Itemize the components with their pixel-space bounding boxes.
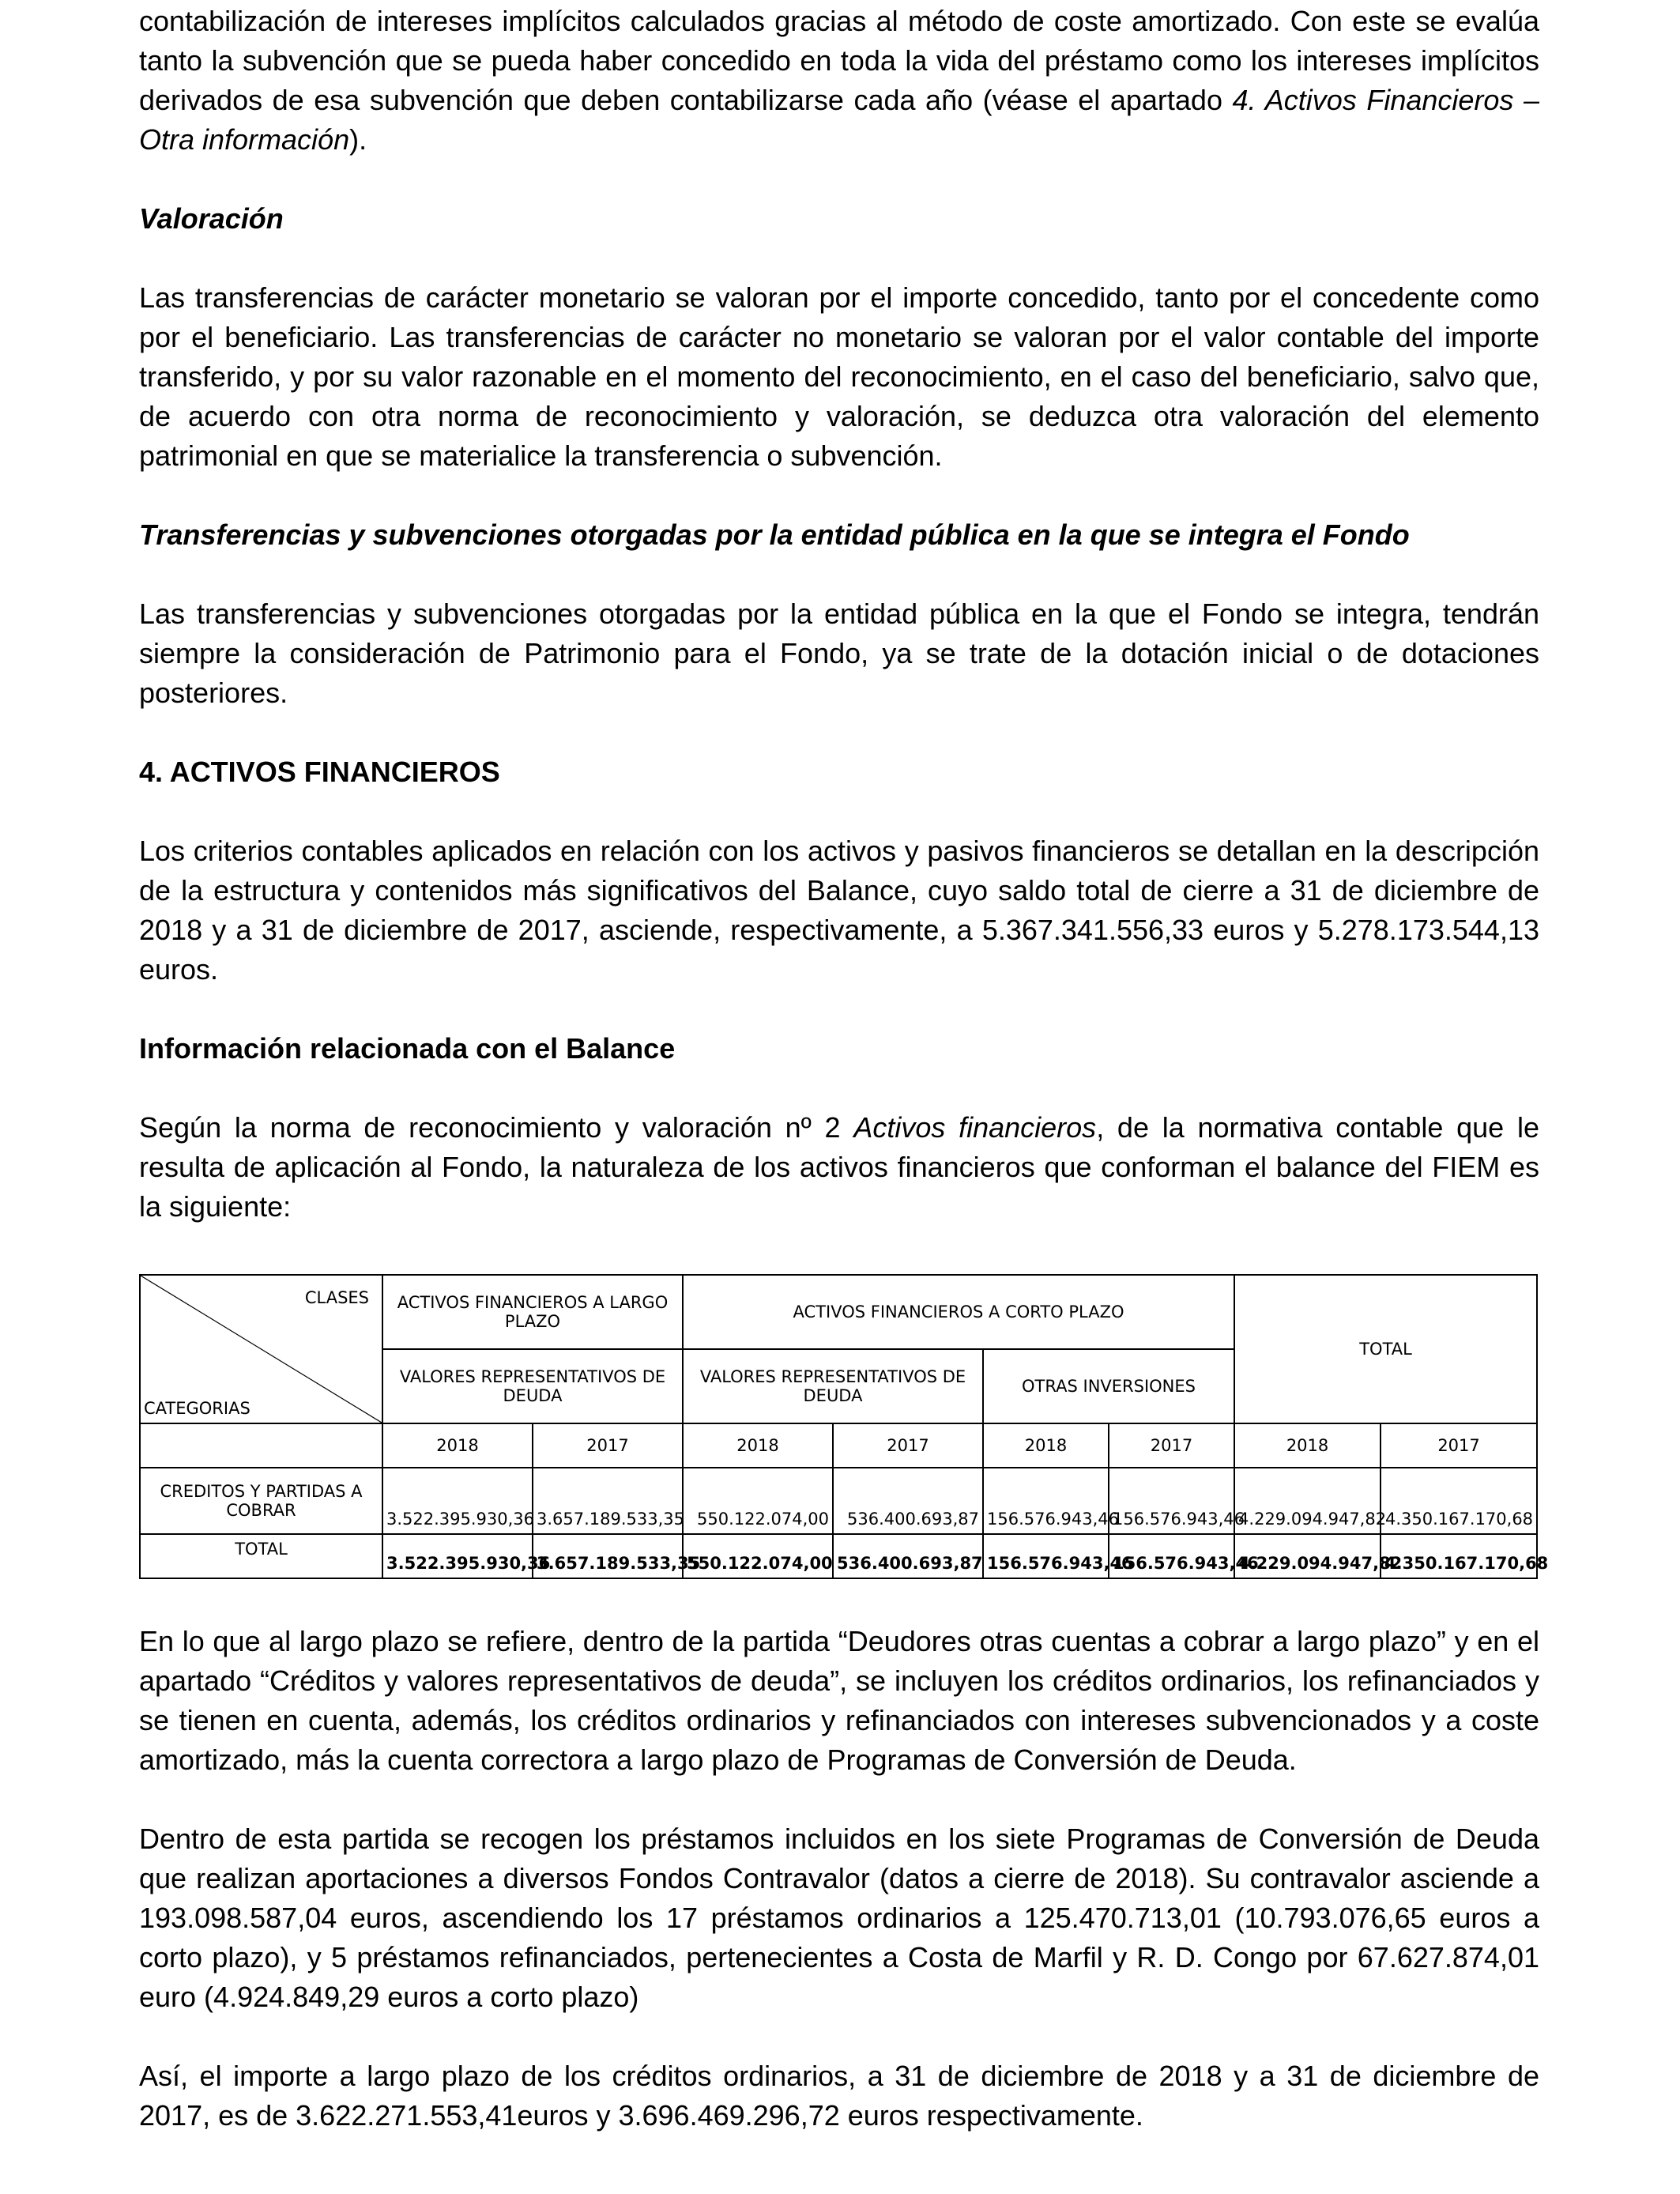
total-cell: 3.657.189.533,35: [533, 1534, 683, 1578]
header-total: TOTAL: [1234, 1275, 1537, 1423]
paragraph-conversion-deuda: Dentro de esta partida se recogen los préstamos incluidos en los siete Programas de Conversión de Deuda que realizan aportaciones a diversos Fondos Contravalor (datos a cierre de 2018). Su contravalor asciende a 193.098.587,04 euros, ascendiendo los 17 préstamos ordinarios a 125.470.713,01 (10.793.076,65 euros a corto plazo), y 5 préstamos refinanciados, pertenecientes a Costa de Marfil y R. D. Congo por 67.627.874,01 euro (4.924.849,29 euros a corto plazo): [139, 1823, 1539, 2013]
total-cell: 550.122.074,00: [683, 1534, 833, 1578]
header-categorias: CATEGORIAS: [144, 1399, 250, 1418]
heading-valoracion: Valoración: [139, 202, 284, 235]
balance-table-wrapper: [139, 1274, 1549, 1579]
header-diagonal-cell: [140, 1275, 382, 1423]
row-label-creditos: CREDITOS Y PARTIDAS A COBRAR: [140, 1468, 382, 1534]
header-valores-largo: VALORES REPRESENTATIVOS DE DEUDA: [382, 1349, 683, 1423]
value-cell: 4.229.094.947,82: [1234, 1468, 1381, 1534]
heading-activos-financieros: 4. ACTIVOS FINANCIEROS: [139, 756, 500, 788]
value-cell: 156.576.943,46: [983, 1468, 1109, 1534]
paragraph-creditos-ordinarios: Así, el importe a largo plazo de los créditos ordinarios, a 31 de diciembre de 2018 y a 31 de diciembre de 2017, es de 3.622.271.553,41euros y 3.696.469.296,72 euros respectivamente.: [139, 2060, 1539, 2132]
paragraph-criterios: Los criterios contables aplicados en relación con los activos y pasivos financieros se detallan en la descripción de la estructura y contenidos más significativos del Balance, cuyo saldo total de cierre a 31 de diciembre de 2018 y a 31 de diciembre de 2017, asciende, respectivamente, a 5.367.341.556,33 euros y 5.278.173.544,13 euros.: [139, 835, 1539, 986]
total-cell: 156.576.943,46: [1109, 1534, 1234, 1578]
year-row: [140, 1423, 1537, 1468]
paragraph-largo-plazo: En lo que al largo plazo se refiere, dentro de la partida “Deudores otras cuentas a cobrar a largo plazo” y en el apartado “Créditos y valores representativos de deuda”, se incluyen los créditos ordinarios, los refinanciados y se tienen en cuenta, además, los créditos ordinarios y refinanciados con intereses subvencionados y a coste amortizado, más la cuenta correctora a largo plazo de Programas de Conversión de Deuda.: [139, 1625, 1539, 1776]
header-largo-plazo: ACTIVOS FINANCIEROS A LARGO PLAZO: [382, 1275, 683, 1349]
value-cell: 536.400.693,87: [833, 1468, 983, 1534]
total-cell: 3.522.395.930,36: [382, 1534, 533, 1578]
paragraph-transferencias: Las transferencias y subvenciones otorgadas por la entidad pública en la que el Fondo se integra, tendrán siempre la consideración de Patrimonio para el Fondo, ya se trate de la dotación inicial o de dotaciones posteriores.: [139, 598, 1539, 709]
value-cell: 3.657.189.533,35: [533, 1468, 683, 1534]
row-label-total: TOTAL: [140, 1534, 382, 1578]
heading-balance: Información relacionada con el Balance: [139, 1032, 676, 1065]
header-corto-plazo: ACTIVOS FINANCIEROS A CORTO PLAZO: [683, 1275, 1234, 1349]
header-valores-corto: VALORES REPRESENTATIVOS DE DEUDA: [683, 1349, 983, 1423]
year-cell: 2018: [1234, 1423, 1381, 1468]
paragraph-norma: Según la norma de reconocimiento y valoración nº 2 Activos financieros, de la normativa contable que le resulta de aplicación al Fondo, la naturaleza de los activos financieros que conforman el balance del FIEM es la siguiente:: [139, 1111, 1539, 1223]
header-otras-inversiones: OTRAS INVERSIONES: [983, 1349, 1234, 1423]
paragraph-coste-amortizado: contabilización de intereses implícitos calculados gracias al método de coste amortizado. Con este se evalúa tanto la subvención que se pueda haber concedido en toda la vida del préstamo como los intereses implícitos derivados de esa subvención que deben contabilizarse cada año (véase el apartado 4. Activos Financieros – Otra información).: [139, 5, 1539, 156]
value-cell: 3.522.395.930,36: [382, 1468, 533, 1534]
document-page: [139, 0, 1539, 1227]
year-cell: 2018: [683, 1423, 833, 1468]
document-page-lower: [139, 1622, 1539, 2136]
value-cell: 550.122.074,00: [683, 1468, 833, 1534]
year-cell: 2017: [533, 1423, 683, 1468]
paragraph-valoracion: Las transferencias de carácter monetario se valoran por el importe concedido, tanto por el concedente como por el beneficiario. Las transferencias de carácter no monetario se valoran por el valor contable del importe transferido, y por su valor razonable en el momento del reconocimiento, en el caso del beneficiario, salvo que, de acuerdo con otra norma de reconocimiento y valoración, se deduzca otra valoración del elemento patrimonial en que se materialice la transferencia o subvención.: [139, 281, 1539, 472]
year-cell: 2018: [382, 1423, 533, 1468]
table-row-total: [140, 1534, 1537, 1578]
year-cell: 2017: [833, 1423, 983, 1468]
total-cell: 4.229.094.947,82: [1234, 1534, 1381, 1578]
balance-table: [139, 1274, 1549, 1579]
value-cell: 156.576.943,46: [1109, 1468, 1234, 1534]
total-cell: 536.400.693,87: [833, 1534, 983, 1578]
year-cell: 2018: [983, 1423, 1109, 1468]
cross-reference: 4. Activos Financieros – Otra información: [139, 84, 1539, 156]
year-cell: 2017: [1109, 1423, 1234, 1468]
header-clases: CLASES: [304, 1288, 369, 1307]
value-cell: 4.350.167.170,68: [1381, 1468, 1537, 1534]
year-cell: 2017: [1381, 1423, 1537, 1468]
table-row: [140, 1468, 1537, 1534]
total-cell: 4.350.167.170,68: [1381, 1534, 1537, 1578]
total-cell: 156.576.943,46: [983, 1534, 1109, 1578]
heading-transferencias: Transferencias y subvenciones otorgadas por la entidad pública en la que se integra el Fondo: [139, 518, 1410, 551]
